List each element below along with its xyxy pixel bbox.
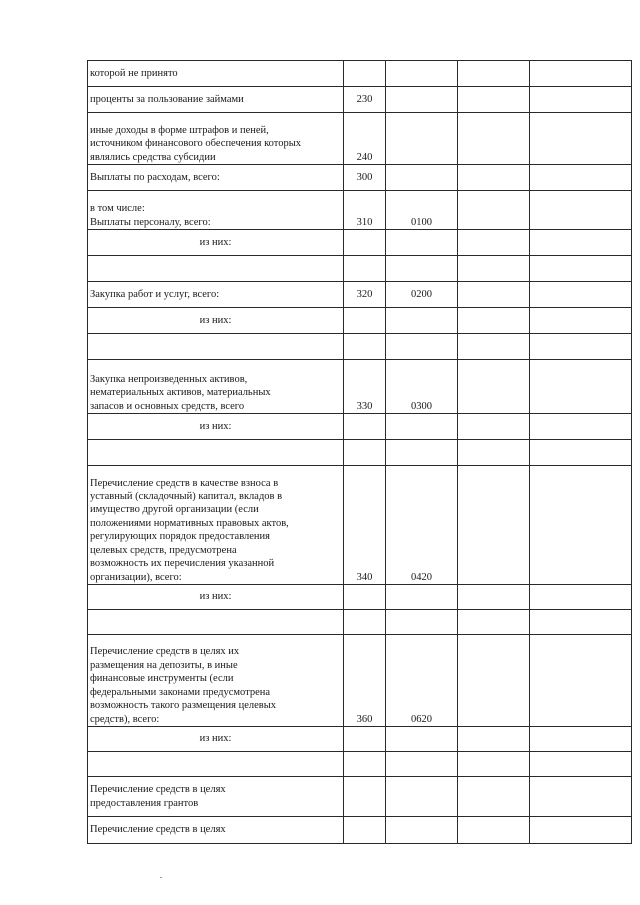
row-code-cell — [344, 610, 386, 635]
row-name: которой не принято — [90, 67, 178, 79]
row-value-cell — [530, 230, 632, 256]
row-code-cell — [344, 635, 386, 727]
row-kbk-cell — [386, 334, 458, 360]
table-row — [88, 635, 632, 727]
row-name: Перечисление средств в целях их размещения на депозиты, в иные финансовые инструменты (если федеральными законами предусмотрена возможность такого размещения целевых средств), всего: — [90, 646, 277, 725]
row-name: Перечисление средств в целях — [90, 824, 226, 836]
row-code-cell — [344, 308, 386, 334]
row-value-cell — [458, 282, 530, 308]
row-name: Перечисление средств в целях предоставления грантов — [90, 784, 226, 809]
table-row — [88, 165, 632, 191]
row-kbk-cell — [386, 752, 458, 777]
table-row — [88, 360, 632, 414]
row-value-cell — [458, 256, 530, 282]
row-code-cell — [344, 414, 386, 440]
row-name-cell — [88, 113, 344, 165]
row-name-cell — [88, 256, 344, 282]
row-value-cell — [530, 87, 632, 113]
row-kbk-cell — [386, 61, 458, 87]
row-kbk: 0420 — [411, 571, 432, 583]
row-value-cell — [530, 61, 632, 87]
row-value-cell — [530, 191, 632, 230]
row-value-cell — [530, 256, 632, 282]
table-row — [88, 610, 632, 635]
row-name: Выплаты по расходам, всего: — [90, 171, 220, 183]
row-kbk-cell — [386, 256, 458, 282]
table-row — [88, 230, 632, 256]
table-row — [88, 308, 632, 334]
row-name-cell — [88, 817, 344, 844]
row-name: из них: — [199, 733, 232, 745]
row-kbk-cell — [386, 308, 458, 334]
row-kbk-cell — [386, 440, 458, 466]
row-code: 310 — [356, 216, 373, 228]
row-code-cell — [344, 585, 386, 610]
row-code: 330 — [356, 400, 373, 412]
row-kbk-cell — [386, 817, 458, 844]
row-name: иные доходы в форме штрафов и пеней, источником финансового обеспечения которых являлись средства субсидии — [90, 124, 302, 163]
payments-table — [87, 60, 632, 844]
row-name-cell — [88, 230, 344, 256]
row-code: 230 — [356, 93, 373, 105]
row-value-cell — [458, 727, 530, 752]
row-value-cell — [458, 610, 530, 635]
row-name-cell — [88, 360, 344, 414]
row-name-cell — [88, 610, 344, 635]
row-name-cell — [88, 635, 344, 727]
table-row — [88, 817, 632, 844]
row-code-cell — [344, 360, 386, 414]
row-code-cell — [344, 282, 386, 308]
row-value-cell — [530, 308, 632, 334]
row-name-cell — [88, 308, 344, 334]
row-value-cell — [530, 113, 632, 165]
row-code-cell — [344, 256, 386, 282]
row-value-cell — [458, 414, 530, 440]
row-value-cell — [530, 817, 632, 844]
row-value-cell — [458, 191, 530, 230]
table-row — [88, 256, 632, 282]
row-value-cell — [530, 752, 632, 777]
row-kbk-cell — [386, 360, 458, 414]
row-value-cell — [530, 165, 632, 191]
row-kbk-cell — [386, 777, 458, 817]
table-row — [88, 414, 632, 440]
row-value-cell — [530, 360, 632, 414]
row-code-cell — [344, 61, 386, 87]
row-name-cell — [88, 727, 344, 752]
row-name-cell — [88, 585, 344, 610]
row-kbk: 0100 — [411, 216, 432, 228]
row-name-cell — [88, 165, 344, 191]
row-value-cell — [458, 777, 530, 817]
row-name-cell — [88, 777, 344, 817]
row-value-cell — [458, 87, 530, 113]
row-code-cell — [344, 817, 386, 844]
row-code: 320 — [356, 288, 373, 300]
table-row — [88, 191, 632, 230]
row-value-cell — [530, 585, 632, 610]
row-name: из них: — [199, 591, 232, 603]
row-value-cell — [458, 752, 530, 777]
row-kbk-cell — [386, 610, 458, 635]
row-kbk-cell — [386, 585, 458, 610]
table-row — [88, 585, 632, 610]
table-row — [88, 113, 632, 165]
row-value-cell — [530, 466, 632, 585]
row-kbk-cell — [386, 165, 458, 191]
table-row — [88, 87, 632, 113]
table-row — [88, 466, 632, 585]
row-kbk-cell — [386, 282, 458, 308]
row-kbk-cell — [386, 230, 458, 256]
row-value-cell — [530, 727, 632, 752]
table-row — [88, 282, 632, 308]
row-kbk: 0620 — [411, 713, 432, 725]
row-code-cell — [344, 727, 386, 752]
row-code: 300 — [356, 171, 373, 183]
row-value-cell — [530, 282, 632, 308]
row-value-cell — [458, 635, 530, 727]
row-name-cell — [88, 752, 344, 777]
row-value-cell — [530, 334, 632, 360]
row-value-cell — [458, 817, 530, 844]
row-value-cell — [530, 440, 632, 466]
table-row — [88, 334, 632, 360]
table-row — [88, 752, 632, 777]
table-row — [88, 440, 632, 466]
row-kbk-cell — [386, 113, 458, 165]
row-value-cell — [458, 585, 530, 610]
row-value-cell — [458, 61, 530, 87]
row-value-cell — [458, 113, 530, 165]
row-value-cell — [458, 440, 530, 466]
row-value-cell — [458, 334, 530, 360]
row-kbk-cell — [386, 466, 458, 585]
row-value-cell — [458, 308, 530, 334]
row-name-cell — [88, 87, 344, 113]
row-code-cell — [344, 191, 386, 230]
row-name: Закупка непроизведенных активов, нематериальных активов, материальных запасов и основных средств, всего — [90, 373, 271, 412]
row-kbk-cell — [386, 635, 458, 727]
row-code-cell — [344, 334, 386, 360]
row-code-cell — [344, 752, 386, 777]
row-name-cell — [88, 466, 344, 585]
row-code-cell — [344, 777, 386, 817]
row-value-cell — [458, 230, 530, 256]
row-name: Закупка работ и услуг, всего: — [90, 288, 220, 300]
row-name-cell — [88, 191, 344, 230]
row-name-cell — [88, 414, 344, 440]
row-name: из них: — [199, 314, 232, 326]
scan-artifact — [160, 877, 162, 878]
row-code: 340 — [356, 571, 373, 583]
row-value-cell — [458, 360, 530, 414]
row-name-cell — [88, 334, 344, 360]
row-code-cell — [344, 230, 386, 256]
row-value-cell — [458, 165, 530, 191]
row-name: из них: — [199, 236, 232, 248]
table-row — [88, 61, 632, 87]
row-name-cell — [88, 61, 344, 87]
row-value-cell — [530, 777, 632, 817]
row-kbk-cell — [386, 87, 458, 113]
row-name: Перечисление средств в качестве взноса в уставный (складочный) капитал, вкладов в имущество другой организации (если положениями нормативных правовых актов, регулирующих порядок предоставления целевых средств, предусмотрена возможность их перечисления указанной организации), всего: — [90, 477, 289, 583]
row-value-cell — [530, 414, 632, 440]
row-name-cell — [88, 282, 344, 308]
row-value-cell — [530, 610, 632, 635]
row-code: 360 — [356, 713, 373, 725]
row-kbk: 0300 — [411, 400, 432, 412]
row-name: в том числе: Выплаты персоналу, всего: — [90, 203, 211, 228]
row-kbk-cell — [386, 191, 458, 230]
row-code-cell — [344, 165, 386, 191]
row-code-cell — [344, 466, 386, 585]
row-value-cell — [530, 635, 632, 727]
row-kbk-cell — [386, 414, 458, 440]
row-code-cell — [344, 87, 386, 113]
row-name-cell — [88, 440, 344, 466]
row-code: 240 — [356, 151, 373, 163]
row-code-cell — [344, 113, 386, 165]
row-kbk: 0200 — [411, 288, 432, 300]
row-code-cell — [344, 440, 386, 466]
table-row — [88, 727, 632, 752]
row-name: проценты за пользование займами — [90, 93, 244, 105]
row-value-cell — [458, 466, 530, 585]
table-row — [88, 777, 632, 817]
row-name: из них: — [199, 420, 232, 432]
row-kbk-cell — [386, 727, 458, 752]
